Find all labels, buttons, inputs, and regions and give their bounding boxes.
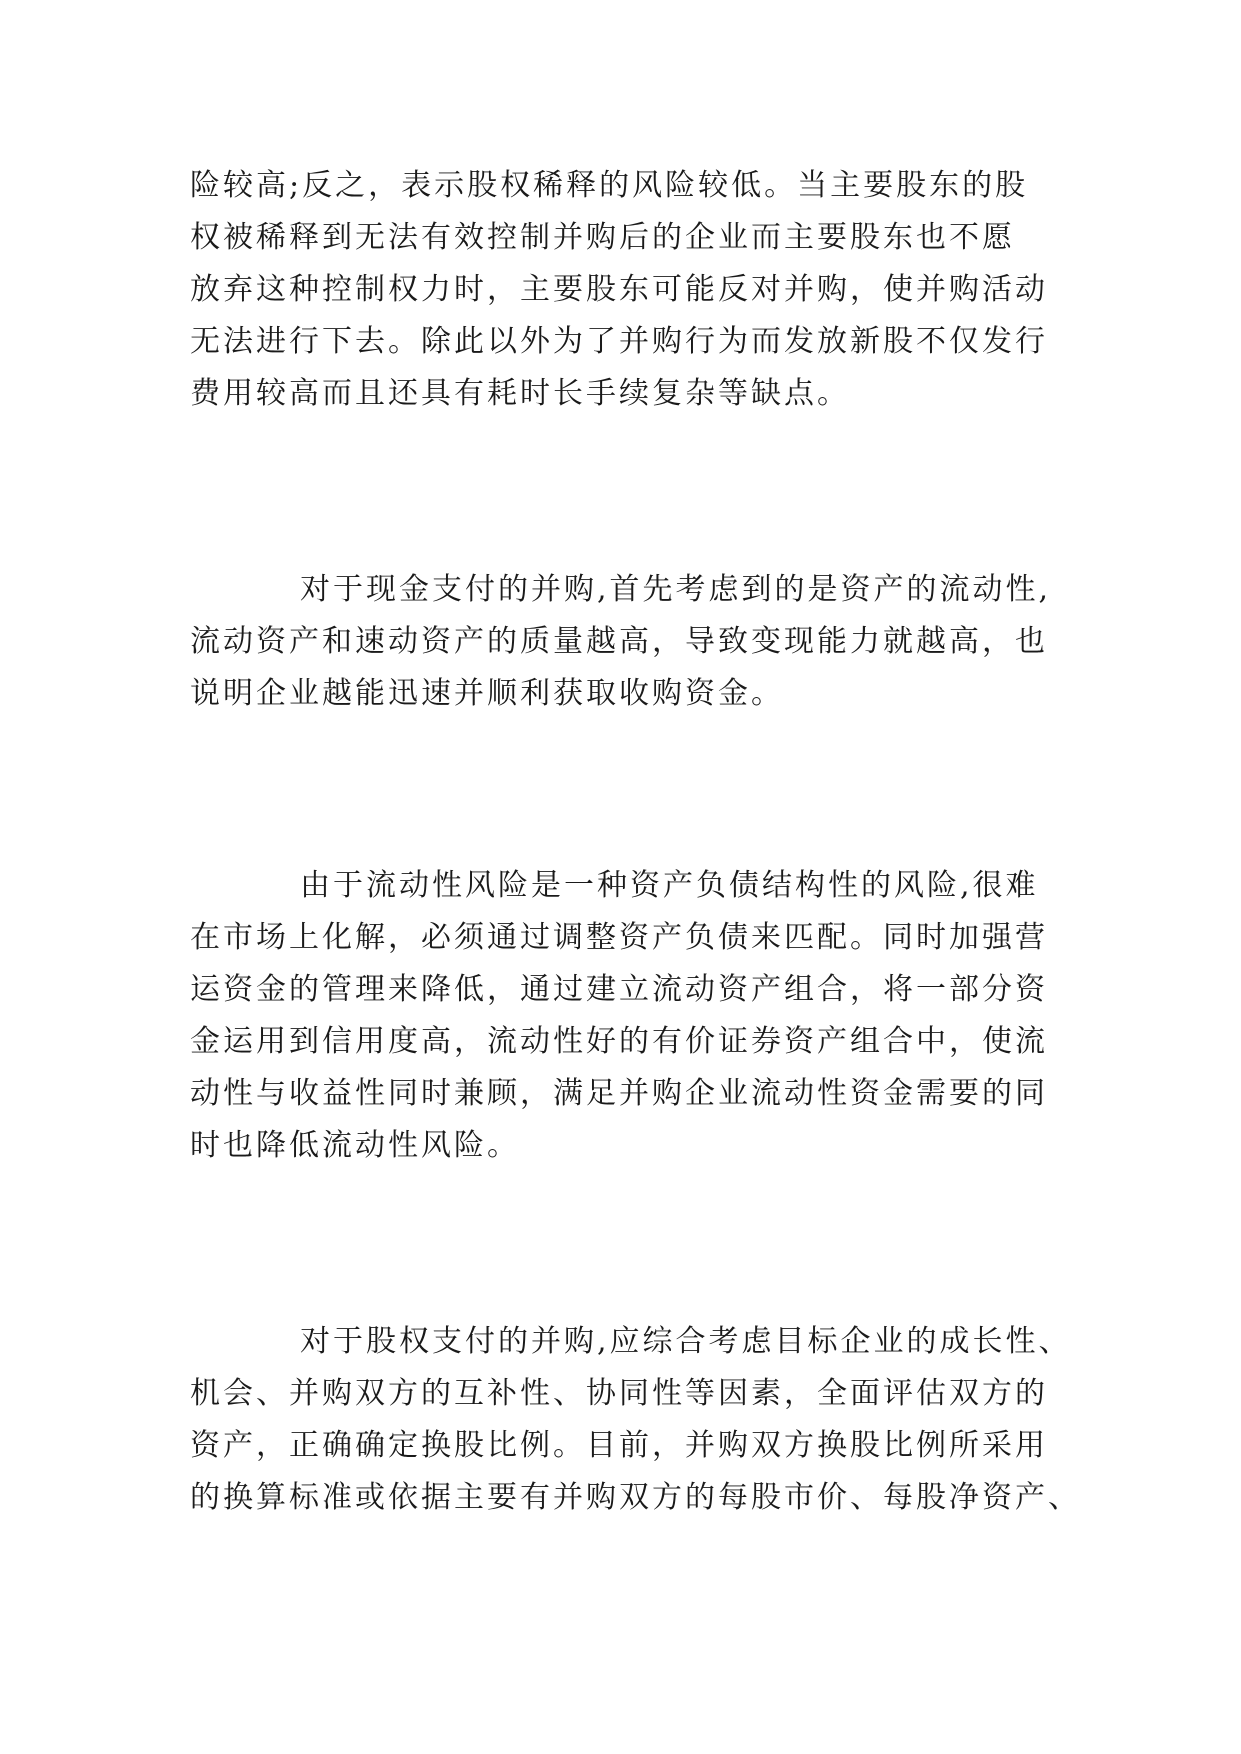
- paragraph-3-line-1: 由于流动性风险是一种资产负债结构性的风险,很难: [300, 868, 1039, 903]
- paragraph-2-line-2: 流动资产和速动资产的质量越高，导致变现能力就越高，也: [190, 624, 1048, 659]
- paragraph-1-line-4: 无法进行下去。除此以外为了并购行为而发放新股不仅发行: [190, 324, 1048, 359]
- paragraph-3-line-4: 金运用到信用度高，流动性好的有价证券资产组合中，使流: [190, 1024, 1048, 1059]
- paragraph-1-line-3: 放弃这种控制权力时，主要股东可能反对并购，使并购活动: [190, 272, 1048, 307]
- paragraph-3-line-5: 动性与收益性同时兼顾，满足并购企业流动性资金需要的同: [190, 1076, 1048, 1111]
- paragraph-1-line-5: 费用较高而且还具有耗时长手续复杂等缺点。: [190, 376, 850, 411]
- paragraph-3-line-6: 时也降低流动性风险。: [190, 1128, 520, 1163]
- paragraph-1-line-2: 权被稀释到无法有效控制并购后的企业而主要股东也不愿: [190, 220, 1015, 255]
- paragraph-4-line-4: 的换算标准或依据主要有并购双方的每股市价、每股净资产、: [190, 1480, 1081, 1515]
- paragraph-2-line-1: 对于现金支付的并购,首先考虑到的是资产的流动性,: [300, 572, 1052, 607]
- paragraph-4-line-3: 资产，正确确定换股比例。目前，并购双方换股比例所采用: [190, 1428, 1048, 1463]
- paragraph-3-line-3: 运资金的管理来降低，通过建立流动资产组合，将一部分资: [190, 972, 1048, 1007]
- paragraph-4-line-1: 对于股权支付的并购,应综合考虑目标企业的成长性、: [300, 1324, 1072, 1359]
- paragraph-4-line-2: 机会、并购双方的互补性、协同性等因素，全面评估双方的: [190, 1376, 1048, 1411]
- paragraph-3-line-2: 在市场上化解，必须通过调整资产负债来匹配。同时加强营: [190, 920, 1048, 955]
- paragraph-1-line-1: 险较高;反之，表示股权稀释的风险较低。当主要股东的股: [190, 168, 1029, 203]
- paragraph-2-line-3: 说明企业越能迅速并顺利获取收购资金。: [190, 676, 784, 711]
